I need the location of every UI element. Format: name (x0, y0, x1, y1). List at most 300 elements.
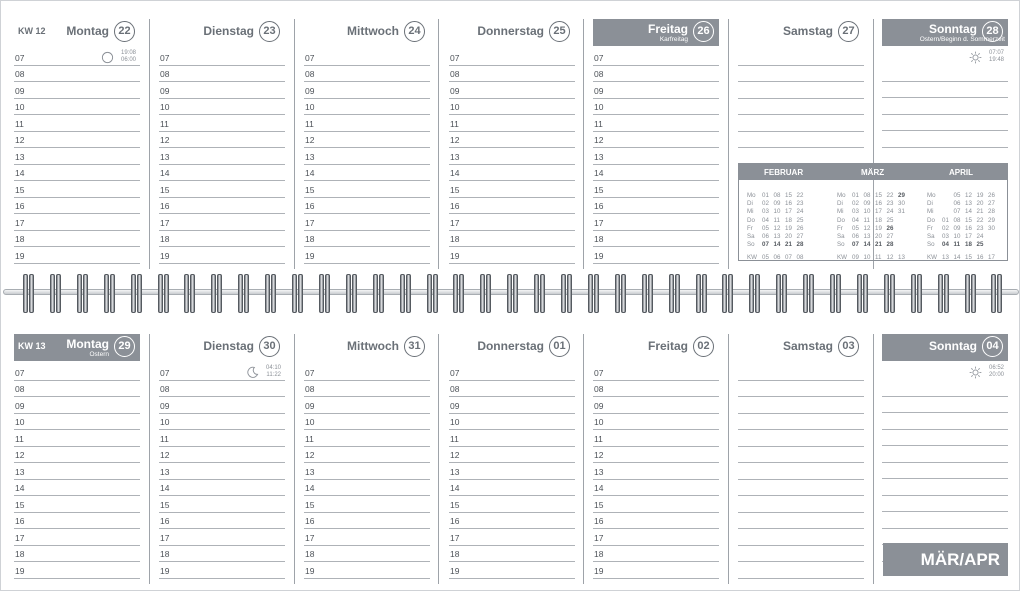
hour-label: 16 (15, 201, 25, 211)
hour-line[interactable] (449, 480, 575, 497)
hour-line[interactable] (593, 364, 719, 381)
hour-line[interactable] (304, 82, 430, 99)
hour-label: 18 (160, 549, 170, 559)
hour-line[interactable] (882, 397, 1008, 414)
hour-line[interactable] (738, 430, 864, 447)
spiral-binding (1, 271, 1020, 316)
hour-line[interactable] (304, 430, 430, 447)
mini-day: 02 (762, 200, 769, 208)
hour-line[interactable] (882, 430, 1008, 447)
hour-line[interactable] (449, 381, 575, 398)
hour-line[interactable] (593, 198, 719, 215)
hour-line[interactable] (304, 231, 430, 248)
hour-label: 08 (15, 384, 25, 394)
hour-line[interactable] (738, 397, 864, 414)
hour-line[interactable] (304, 181, 430, 198)
hour-label: 18 (15, 234, 25, 244)
hour-label: 12 (305, 135, 315, 145)
day-number-badge: 03 (838, 336, 859, 357)
hour-label: 16 (305, 516, 315, 526)
hour-line[interactable] (738, 529, 864, 546)
mini-day: 18 (785, 216, 792, 224)
mini-week-row (837, 233, 925, 249)
hour-line[interactable] (449, 66, 575, 83)
day-header (882, 334, 1008, 361)
hour-line[interactable] (14, 132, 140, 149)
sun-icon (969, 51, 982, 64)
mini-day: 28 (886, 241, 894, 249)
set-time: 11:22 (266, 372, 281, 378)
day-column-freitag (593, 1, 719, 269)
hour-label: 11 (594, 118, 603, 129)
hour-line[interactable] (449, 430, 575, 447)
hour-line[interactable] (593, 231, 719, 248)
hour-line[interactable] (14, 181, 140, 198)
hour-line[interactable] (449, 513, 575, 530)
hour-label: 15 (594, 184, 604, 195)
hour-line[interactable] (159, 546, 285, 563)
month-label: MÄR/APR (883, 543, 1008, 576)
hour-line[interactable] (304, 414, 430, 431)
weekday-label: Mo (747, 192, 756, 199)
hour-label: 14 (594, 483, 604, 493)
binding-ring (561, 274, 573, 313)
hour-line[interactable] (159, 132, 285, 149)
column-divider (728, 19, 729, 269)
hour-line[interactable] (593, 381, 719, 398)
hour-line[interactable] (14, 198, 140, 215)
hour-line[interactable] (14, 115, 140, 132)
hour-line[interactable] (159, 496, 285, 513)
hour-line[interactable] (593, 496, 719, 513)
hour-line[interactable] (882, 479, 1008, 496)
hour-line[interactable] (738, 82, 864, 99)
hour-line[interactable] (304, 364, 430, 381)
hour-line[interactable] (159, 381, 285, 398)
hour-line[interactable] (449, 247, 575, 264)
kw-label: KW (837, 254, 847, 261)
day-number-badge: 04 (982, 336, 1003, 357)
hour-line[interactable] (304, 148, 430, 165)
hour-line[interactable] (304, 198, 430, 215)
hour-line[interactable] (14, 49, 140, 66)
hour-line[interactable] (14, 381, 140, 398)
hour-line[interactable] (14, 247, 140, 264)
hour-line[interactable] (159, 165, 285, 182)
hour-line[interactable] (593, 480, 719, 497)
hour-line[interactable] (159, 562, 285, 579)
mini-day: 06 (852, 232, 859, 240)
week-number: KW 12 (18, 26, 46, 36)
binding-ring (696, 274, 708, 313)
hour-line[interactable] (593, 546, 719, 563)
day-name: Sonntag (929, 339, 977, 353)
set-time: 20:00 (988, 372, 1004, 378)
hour-line[interactable] (449, 414, 575, 431)
day-number-badge: 30 (259, 336, 280, 357)
hour-line[interactable] (14, 562, 140, 579)
hour-line[interactable] (593, 181, 719, 198)
hour-line[interactable] (449, 463, 575, 480)
day-header (449, 334, 575, 361)
hour-line[interactable] (304, 165, 430, 182)
hour-line[interactable] (449, 447, 575, 464)
mini-week-row (927, 233, 1015, 249)
hour-line[interactable] (304, 397, 430, 414)
hour-line[interactable] (14, 397, 140, 414)
mini-week-row (837, 184, 925, 199)
hour-line[interactable] (593, 562, 719, 579)
hour-line[interactable] (882, 463, 1008, 480)
hour-line[interactable] (304, 247, 430, 264)
hour-line[interactable] (159, 430, 285, 447)
hour-line[interactable] (449, 198, 575, 215)
hour-line[interactable] (449, 115, 575, 132)
times-text (989, 365, 1004, 379)
hour-line[interactable] (14, 148, 140, 165)
hour-line[interactable] (882, 496, 1008, 513)
hour-label: 13 (594, 151, 604, 162)
hour-label: 19 (160, 565, 170, 576)
hour-line[interactable] (14, 99, 140, 116)
hour-line[interactable] (159, 447, 285, 464)
hour-line[interactable] (304, 496, 430, 513)
hour-line[interactable] (14, 529, 140, 546)
hour-line[interactable] (159, 99, 285, 116)
day-header (159, 334, 285, 361)
hour-line[interactable] (593, 165, 719, 182)
hour-line[interactable] (159, 397, 285, 414)
hour-line[interactable] (449, 165, 575, 182)
hour-line[interactable] (304, 546, 430, 563)
hour-line[interactable] (159, 513, 285, 530)
week-number: KW 13 (18, 341, 46, 351)
hour-line[interactable] (882, 82, 1008, 99)
hour-line[interactable] (738, 99, 864, 116)
day-number-badge: 24 (404, 21, 425, 42)
hour-line[interactable] (593, 247, 719, 264)
hour-line[interactable] (738, 132, 864, 149)
hour-line[interactable] (738, 546, 864, 563)
mini-day: 10 (863, 208, 871, 216)
mini-day: 17 (965, 232, 972, 240)
hour-line[interactable] (304, 513, 430, 530)
hour-line[interactable] (14, 430, 140, 447)
mini-day: 01 (942, 216, 949, 224)
hour-label: 07 (594, 52, 604, 63)
hour-line[interactable] (449, 562, 575, 579)
hour-line[interactable] (738, 496, 864, 513)
hour-line[interactable] (738, 49, 864, 66)
hour-line[interactable] (593, 214, 719, 231)
set-time: 06:00 (120, 57, 136, 63)
sun-icon (969, 366, 982, 379)
weekday-label: Do (747, 216, 755, 224)
weekday-label: Mi (747, 208, 754, 216)
hour-label: 19 (594, 250, 604, 261)
mini-day: 16 (785, 200, 792, 208)
hour-line[interactable] (304, 115, 430, 132)
hour-lines (882, 380, 1008, 562)
hour-line[interactable] (159, 463, 285, 480)
hour-label: 12 (450, 135, 460, 145)
hour-line[interactable] (593, 430, 719, 447)
day-number-badge: 29 (114, 336, 135, 357)
hour-line[interactable] (593, 66, 719, 83)
hour-line[interactable] (882, 512, 1008, 529)
hour-line[interactable] (304, 66, 430, 83)
hour-line[interactable] (304, 214, 430, 231)
mini-day: 14 (965, 208, 972, 216)
mini-day: 14 (773, 241, 781, 249)
hour-line[interactable] (738, 66, 864, 83)
day-column-mittwoch (304, 316, 430, 584)
hour-line[interactable] (159, 231, 285, 248)
column-divider (583, 19, 584, 269)
hour-label: 10 (15, 417, 25, 427)
mini-day: 21 (785, 241, 792, 249)
binding-ring (319, 274, 331, 313)
hour-line[interactable] (449, 148, 575, 165)
hour-label: 18 (594, 234, 604, 244)
mini-day: 25 (976, 241, 984, 249)
day-name: Montag (66, 337, 109, 351)
hour-label: 11 (15, 118, 24, 129)
hour-line[interactable] (738, 447, 864, 464)
hour-line[interactable] (882, 115, 1008, 132)
mini-day: 07 (953, 208, 961, 216)
hour-line[interactable] (593, 82, 719, 99)
hour-label: 10 (160, 417, 170, 427)
hour-line[interactable] (159, 66, 285, 83)
hour-line[interactable] (738, 414, 864, 431)
weekday-label: Fr (747, 224, 753, 232)
mini-day: 24 (796, 208, 804, 216)
hour-line[interactable] (304, 463, 430, 480)
mini-day: 23 (796, 200, 804, 208)
hour-label: 13 (450, 151, 460, 162)
mini-day: 15 (785, 192, 792, 199)
hour-label: 17 (160, 532, 170, 543)
hour-line[interactable] (449, 82, 575, 99)
hour-line[interactable] (593, 99, 719, 116)
hour-line[interactable] (159, 181, 285, 198)
hour-line[interactable] (593, 414, 719, 431)
mini-day: 11 (863, 216, 870, 224)
hour-label: 16 (160, 201, 170, 211)
hour-label: 07 (160, 367, 170, 378)
hour-label: 19 (305, 250, 315, 261)
hour-label: 10 (15, 102, 25, 112)
hour-line[interactable] (449, 99, 575, 116)
hour-line[interactable] (14, 165, 140, 182)
hour-line[interactable] (304, 529, 430, 546)
hour-line[interactable] (738, 480, 864, 497)
hour-line[interactable] (14, 214, 140, 231)
hour-label: 11 (305, 118, 314, 129)
binding-ring (938, 274, 950, 313)
mini-kw-row (747, 246, 808, 264)
mini-day: 01 (762, 192, 769, 199)
hour-line[interactable] (159, 364, 285, 381)
hour-label: 09 (594, 400, 604, 411)
hour-label: 09 (160, 85, 170, 96)
hour-line[interactable] (304, 99, 430, 116)
hour-line[interactable] (14, 546, 140, 563)
mini-day: 27 (988, 200, 995, 208)
hour-label: 13 (160, 151, 170, 162)
hour-line[interactable] (593, 49, 719, 66)
hour-line[interactable] (159, 529, 285, 546)
hour-line[interactable] (449, 214, 575, 231)
hour-label: 19 (594, 565, 604, 576)
hour-line[interactable] (159, 480, 285, 497)
hour-line[interactable] (882, 131, 1008, 148)
hour-line[interactable] (159, 82, 285, 99)
hour-label: 12 (450, 450, 460, 460)
binding-ring (642, 274, 654, 313)
mini-day: 26 (886, 224, 894, 232)
hour-label: 13 (15, 466, 25, 477)
mini-week-row (837, 217, 925, 232)
hour-line[interactable] (738, 381, 864, 398)
hour-line[interactable] (14, 364, 140, 381)
hour-line[interactable] (14, 496, 140, 513)
mini-day: 15 (965, 216, 972, 224)
hour-line[interactable] (738, 513, 864, 530)
hour-line[interactable] (449, 496, 575, 513)
hour-line[interactable] (738, 364, 864, 381)
hour-line[interactable] (593, 513, 719, 530)
hour-line[interactable] (159, 49, 285, 66)
mini-day: 29 (988, 216, 995, 224)
hour-line[interactable] (449, 49, 575, 66)
mini-day: 03 (942, 232, 949, 240)
hour-line[interactable] (14, 414, 140, 431)
hour-line[interactable] (449, 546, 575, 563)
binding-ring (77, 274, 89, 313)
hour-label: 14 (450, 168, 460, 178)
mini-month-grid (747, 184, 835, 249)
hour-line[interactable] (593, 397, 719, 414)
mini-day: 29 (898, 192, 905, 199)
mini-day: 12 (965, 192, 972, 199)
mini-day: 06 (953, 200, 961, 208)
hour-line[interactable] (159, 148, 285, 165)
week-bottom (1, 316, 1020, 584)
mini-week-row (837, 209, 925, 224)
weekday-label: So (927, 241, 935, 249)
hour-line[interactable] (14, 513, 140, 530)
hour-line[interactable] (159, 198, 285, 215)
hour-line[interactable] (593, 447, 719, 464)
hour-line[interactable] (593, 115, 719, 132)
column-divider (583, 334, 584, 584)
mini-day: 01 (852, 192, 859, 199)
hour-line[interactable] (593, 148, 719, 165)
hour-label: 09 (15, 85, 25, 96)
hour-line[interactable] (449, 231, 575, 248)
hour-line[interactable] (304, 381, 430, 398)
hour-lines (304, 49, 430, 264)
weekday-label: Fr (927, 224, 933, 232)
hour-line[interactable] (14, 463, 140, 480)
binding-ring (722, 274, 734, 313)
mini-day: 02 (942, 224, 949, 232)
hour-line[interactable] (304, 562, 430, 579)
day-header (593, 19, 719, 46)
hour-label: 19 (15, 565, 25, 576)
hour-line[interactable] (14, 447, 140, 464)
mini-day: 27 (886, 232, 894, 240)
hour-line[interactable] (14, 82, 140, 99)
hour-line[interactable] (738, 463, 864, 480)
mini-kw-number: 14 (953, 254, 961, 261)
hour-line[interactable] (304, 132, 430, 149)
hour-line[interactable] (882, 65, 1008, 82)
hour-line[interactable] (14, 231, 140, 248)
mini-day: 22 (976, 216, 984, 224)
hour-label: 11 (15, 433, 24, 444)
hour-line[interactable] (449, 529, 575, 546)
hour-line[interactable] (449, 364, 575, 381)
hour-lines (449, 49, 575, 264)
hour-line[interactable] (882, 98, 1008, 115)
hour-lines (593, 364, 719, 579)
hour-line[interactable] (159, 214, 285, 231)
mini-day: 19 (785, 224, 792, 232)
hour-line[interactable] (449, 181, 575, 198)
hour-label: 12 (15, 450, 25, 460)
mini-kw-number: 13 (898, 254, 905, 261)
hour-line[interactable] (14, 480, 140, 497)
day-number-badge: 27 (838, 21, 859, 42)
hour-line[interactable] (304, 447, 430, 464)
hour-line[interactable] (449, 132, 575, 149)
hour-line[interactable] (882, 148, 1008, 165)
hour-line[interactable] (14, 66, 140, 83)
hour-line[interactable] (882, 413, 1008, 430)
hour-label: 14 (450, 483, 460, 493)
hour-line[interactable] (593, 463, 719, 480)
hour-line[interactable] (738, 562, 864, 579)
hour-line[interactable] (449, 397, 575, 414)
weekday-label: Sa (927, 232, 935, 240)
binding-ring (776, 274, 788, 313)
hour-line[interactable] (159, 115, 285, 132)
hour-line[interactable] (593, 529, 719, 546)
hour-line[interactable] (304, 49, 430, 66)
hour-line[interactable] (738, 115, 864, 132)
mini-kw-number: 16 (976, 254, 984, 261)
mini-day: 13 (965, 200, 972, 208)
binding-ring (238, 274, 250, 313)
mini-kw-number: 06 (773, 254, 781, 261)
hour-line[interactable] (593, 132, 719, 149)
weekday-label: So (837, 241, 845, 249)
hour-line[interactable] (159, 247, 285, 264)
day-header (738, 19, 864, 46)
binding-ring (23, 274, 35, 313)
mini-month-grid (927, 184, 1015, 249)
day-number-badge: 23 (259, 21, 280, 42)
hour-line[interactable] (882, 380, 1008, 397)
hour-line[interactable] (304, 480, 430, 497)
mini-month-grid (837, 184, 925, 249)
hour-label: 18 (594, 549, 604, 559)
hour-line[interactable] (882, 446, 1008, 463)
hour-line[interactable] (159, 414, 285, 431)
